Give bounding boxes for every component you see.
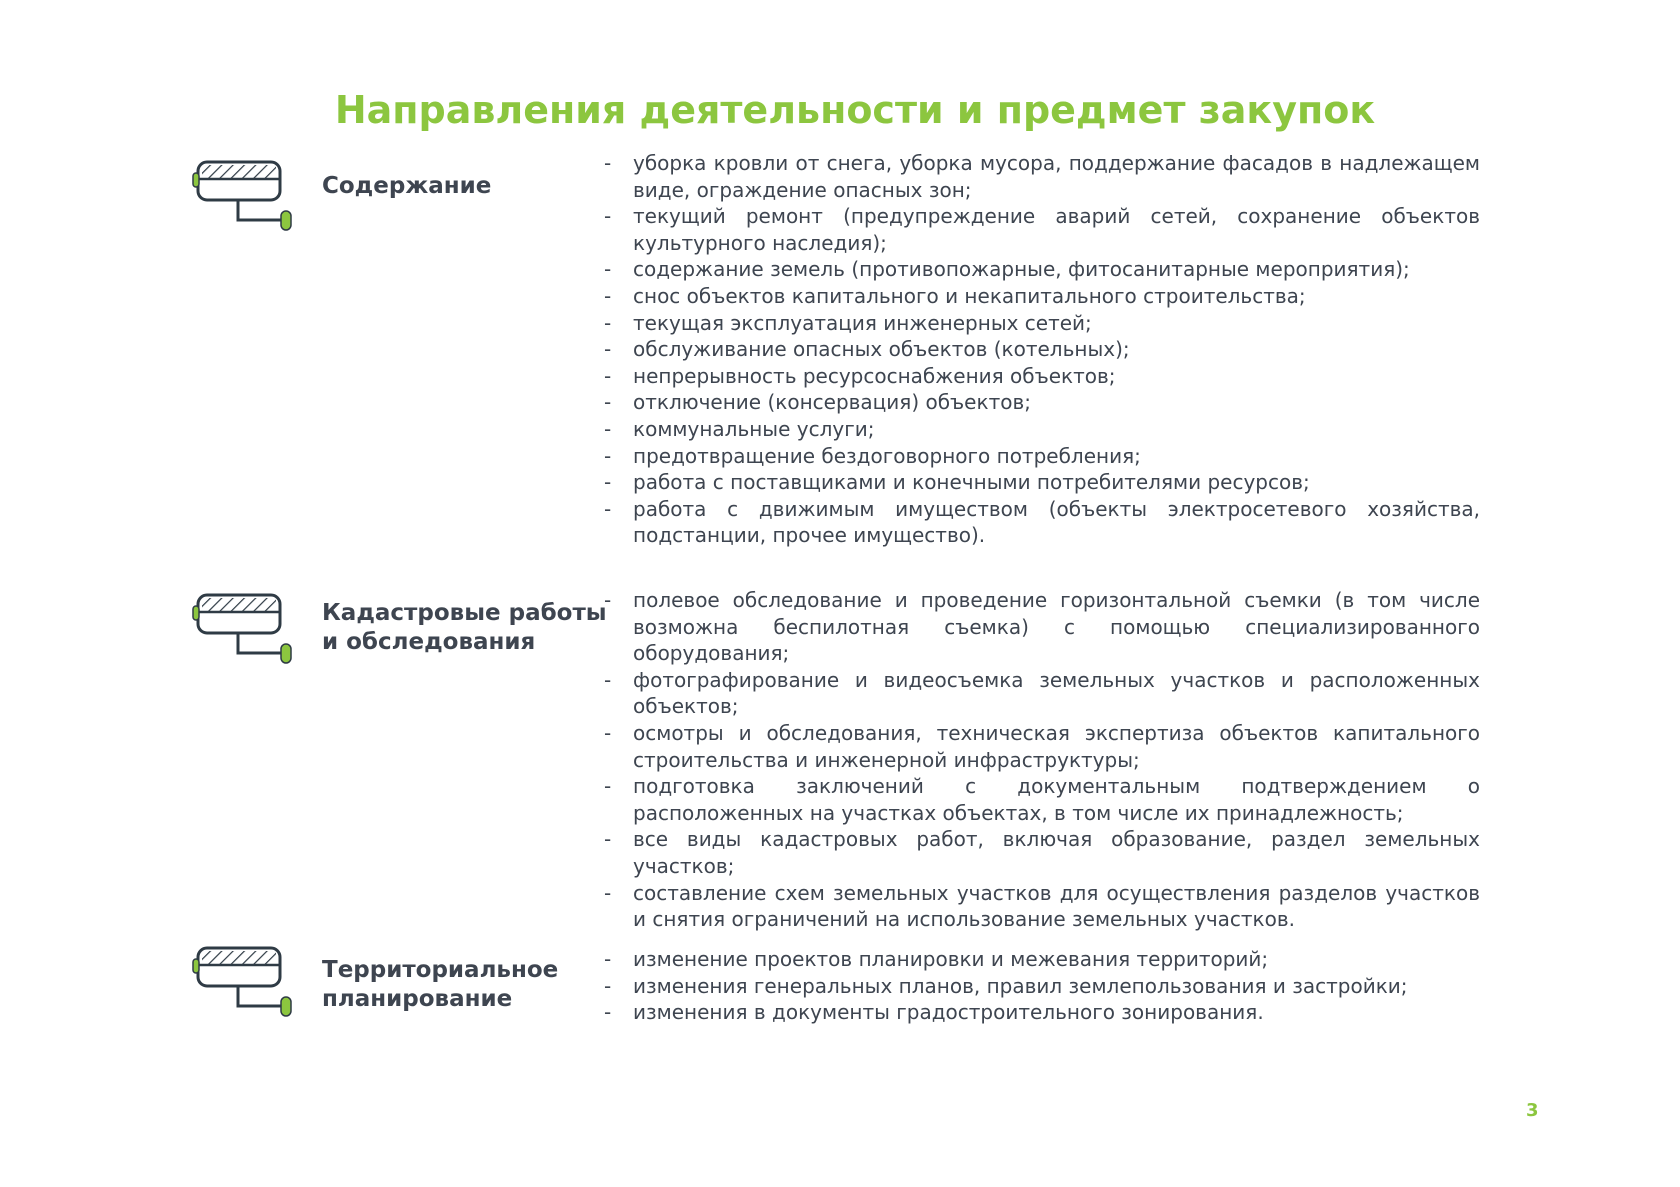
paint-roller-icon (192, 946, 294, 1020)
list-item: - все виды кадастровых работ, включая образование, раздел земельных участков; (604, 826, 1480, 879)
list-item: - непрерывность ресурсоснабжения объектов; (604, 363, 1480, 390)
list-item: - содержание земель (противопожарные, фитосанитарные мероприятия); (604, 256, 1480, 283)
paint-roller-icon (192, 160, 294, 234)
page-number: 3 (1526, 1100, 1539, 1121)
list-item: - изменения в документы градостроительного зонирования. (604, 999, 1480, 1026)
list-item: - работа с поставщиками и конечными потребителями ресурсов; (604, 469, 1480, 496)
section-heading: Содержание (322, 173, 492, 199)
list-item: - коммунальные услуги; (604, 416, 1480, 443)
list-item: - обслуживание опасных объектов (котельных); (604, 336, 1480, 363)
list-item: - предотвращение бездоговорного потребления; (604, 443, 1480, 470)
item-list (604, 587, 1480, 933)
list-item: - текущий ремонт (предупреждение аварий сетей, сохранение объектов культурного наследия); (604, 203, 1480, 256)
list-item: - изменения генеральных планов, правил землепользования и застройки; (604, 973, 1480, 1000)
list-item: - уборка кровли от снега, уборка мусора, поддержание фасадов в надлежащем виде, ограждение опасных зон; (604, 150, 1480, 203)
list-item: - осмотры и обследования, техническая экспертиза объектов капитального строительства и инженерной инфраструктуры; (604, 720, 1480, 773)
page-title: Направления деятельности и предмет закупок (334, 88, 1376, 132)
list-item: - текущая эксплуатация инженерных сетей; (604, 310, 1480, 337)
list-item: - фотографирование и видеосъемка земельных участков и расположенных объектов; (604, 667, 1480, 720)
list-item: - работа с движимым имуществом (объекты электросетевого хозяйства, подстанции, прочее имущество). (604, 496, 1480, 549)
list-item: - составление схем земельных участков для осуществления разделов участков и снятия ограничений на использование земельных участков. (604, 880, 1480, 933)
section-heading: Территориальное планирование (322, 957, 559, 1012)
item-list (604, 150, 1480, 549)
section-heading: Кадастровые работы и обследования (322, 600, 607, 655)
list-item: - подготовка заключений с документальным подтверждением о расположенных на участках объектах, в том числе их принадлежность; (604, 773, 1480, 826)
item-list (604, 946, 1480, 1026)
list-item: - полевое обследование и проведение горизонтальной съемки (в том числе возможна беспилотная съемка) с помощью специализированного оборудования; (604, 587, 1480, 667)
list-item: - снос объектов капитального и некапитального строительства; (604, 283, 1480, 310)
list-item: - отключение (консервация) объектов; (604, 389, 1480, 416)
list-item: - изменение проектов планировки и межевания территорий; (604, 946, 1480, 973)
paint-roller-icon (192, 593, 294, 667)
